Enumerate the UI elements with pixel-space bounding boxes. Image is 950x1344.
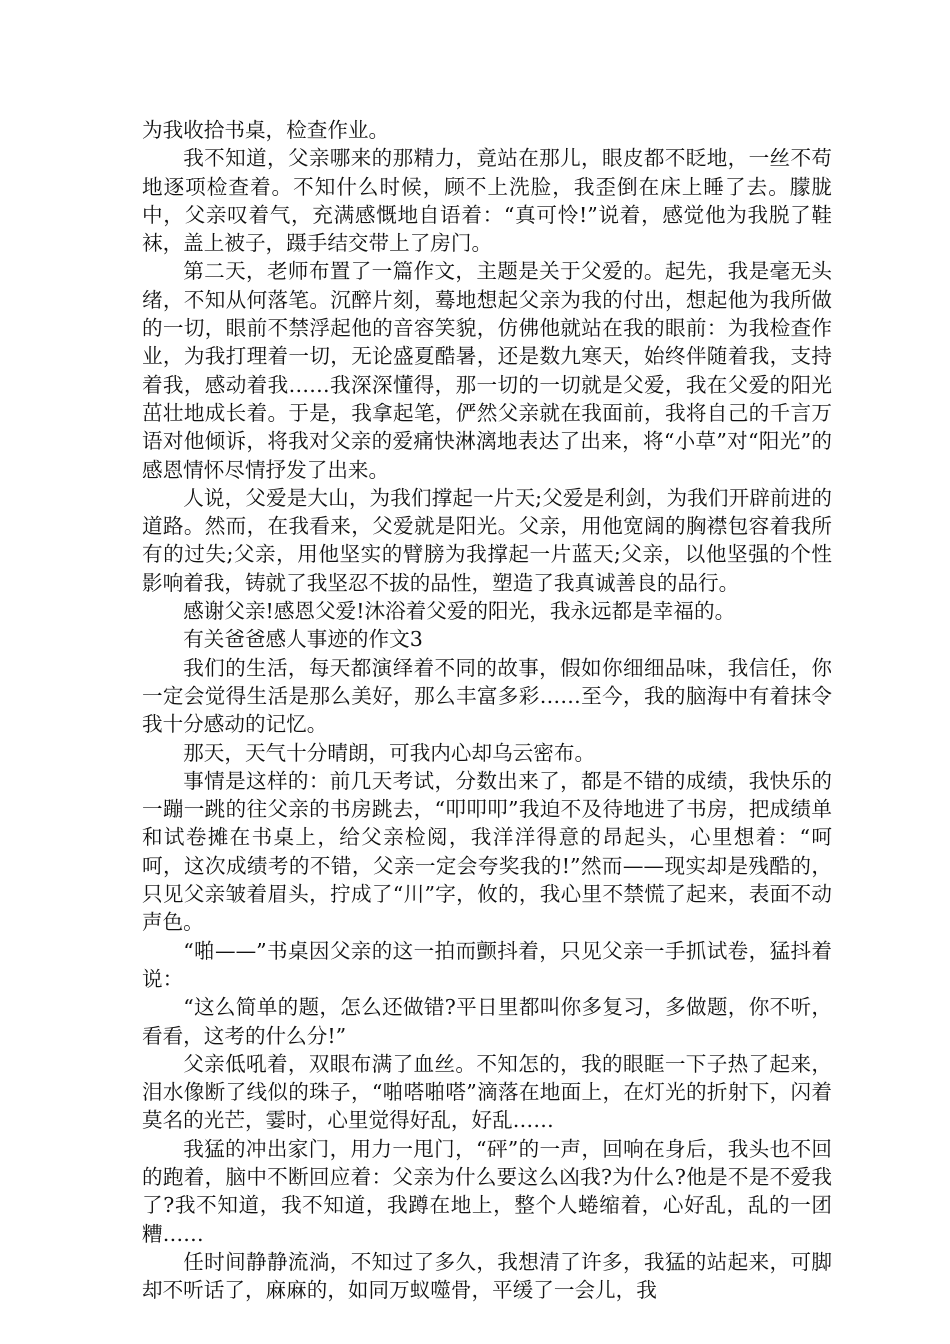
- paragraph-continuation: 为我收拾书桌，检查作业。: [142, 118, 390, 142]
- paragraph: 事情是这样的：前几天考试，分数出来了，都是不错的成绩，我快乐的一蹦一跳的往父亲的书房跳去，“叩叩叩”我迫不及待地进了书房，把成绩单和试卷摊在书桌上，给父亲检阅，我洋洋得意的昂起头，心里想着：“呵呵，这次成绩考的不错，父亲一定会夸奖我的!”然而——现实却是残酷的，只见父亲皱着眉头，拧成了“川”字，攸的，我心里不禁慌了起来，表面不动声色。: [142, 768, 832, 935]
- paragraph: “啪——”书桌因父亲的这一拍而颤抖着，只见父亲一手抓试卷，猛抖着说：: [142, 938, 832, 991]
- paragraph: 那天，天气十分晴朗，可我内心却乌云密布。: [183, 740, 596, 765]
- document-body: [142, 116, 832, 1304]
- paragraph: 我们的生活，每天都演绎着不同的故事，假如你细细品味，我信任，你一定会觉得生活是那么美好，那么丰富多彩……至今，我的脑海中有着抹令我十分感动的记忆。: [142, 655, 832, 737]
- paragraph: 人说，父爱是大山，为我们撑起一片天;父爱是利剑，为我们开辟前进的道路。然而，在我看来，父爱就是阳光。父亲，用他宽阔的胸襟包容着我所有的过失;父亲，用他坚实的臂膀为我撑起一片蓝天;父亲，以他坚强的个性影响着我，铸就了我坚忍不拔的品性，塑造了我真诚善良的品行。: [142, 485, 832, 595]
- section-heading: 有关爸爸感人事迹的作文3: [183, 627, 423, 652]
- paragraph: 感谢父亲!感恩父爱!沐浴着父爱的阳光，我永远都是幸福的。: [183, 599, 736, 624]
- paragraph: 父亲低吼着，双眼布满了血丝。不知怎的，我的眼眶一下子热了起来，泪水像断了线似的珠子，“啪嗒啪嗒”滴落在地面上，在灯光的折射下，闪着莫名的光芒，霎时，心里觉得好乱，好乱……: [142, 1051, 832, 1133]
- paragraph: “这么简单的题，怎么还做错?平日里都叫你多复习，多做题，你不听，看看，这考的什么分!”: [142, 995, 832, 1048]
- paragraph: 我不知道，父亲哪来的那精力，竟站在那儿，眼皮都不眨地，一丝不苟地逐项检查着。不知什么时候，顾不上洗脸，我歪倒在床上睡了去。朦胧中，父亲叹着气，充满感慨地自语着：“真可怜!”说着，感觉他为我脱了鞋袜，盖上被子，蹑手结交带上了房门。: [142, 146, 832, 256]
- paragraph: 第二天，老师布置了一篇作文，主题是关于父爱的。起先，我是毫无头绪，不知从何落笔。沉醉片刻，蓦地想起父亲为我的付出，想起他为我所做的一切，眼前不禁浮起他的音容笑貌，仿佛他就站在我的眼前：为我检查作业，为我打理着一切，无论盛夏酷暑，还是数九寒天，始终伴随着我，支持着我，感动着我……我深深懂得，那一切的一切就是父爱，我在父爱的阳光茁壮地成长着。于是，我拿起笔，俨然父亲就在我面前，我将自己的千言万语对他倾诉，将我对父亲的爱痛快淋漓地表达了出来，将“小草”对“阳光”的感恩情怀尽情抒发了出来。: [142, 259, 832, 482]
- paragraph: 我猛的冲出家门，用力一甩门，“砰”的一声，回响在身后，我头也不回的跑着，脑中不断回应着：父亲为什么要这么凶我?为什么?他是不是不爱我了?我不知道，我不知道，我蹲在地上，整个人蜷缩着，心好乱，乱的一团糟……: [142, 1136, 832, 1246]
- paragraph: 任时间静静流淌，不知过了多久，我想清了许多，我猛的站起来，可脚却不听话了，麻麻的，如同万蚁噬骨，平缓了一会儿，我: [142, 1249, 832, 1303]
